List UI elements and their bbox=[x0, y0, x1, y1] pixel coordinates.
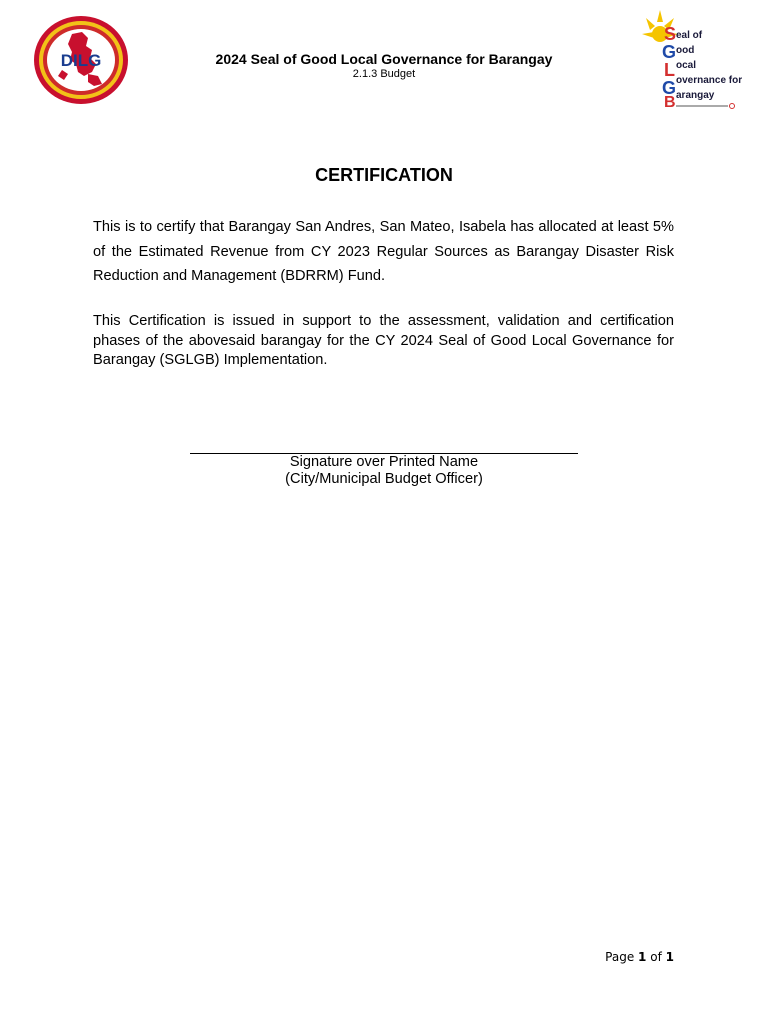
sglgb-initial-b: B bbox=[664, 94, 676, 111]
sglgb-line-3: ocal bbox=[676, 60, 697, 71]
sglgb-initial-g1: G bbox=[662, 42, 677, 62]
of-word: of bbox=[650, 950, 662, 964]
total-pages: 1 bbox=[665, 950, 674, 964]
certification-paragraph-1: This is to certify that Barangay San Andres, San Mateo, Isabela has allocated at least 5% of the Estimated Revenue from CY 2023 Regular Sources as Barangay Disaster Risk Reduction and Management (BDRRM) Fund. bbox=[93, 219, 674, 284]
header-title: 2024 Seal of Good Local Governance for Barangay bbox=[215, 51, 553, 67]
sglgb-line-4: overnance for bbox=[676, 75, 743, 86]
sglgb-logo bbox=[640, 8, 758, 112]
signature-role: (City/Municipal Budget Officer) bbox=[285, 471, 483, 487]
dilg-logo-text: DILG bbox=[60, 51, 102, 70]
page-number bbox=[605, 950, 674, 964]
sglgb-line-1: eal of bbox=[676, 30, 703, 41]
certification-paragraph-2: This Certification is issued in support to the assessment, validation and certification phases of the abovesaid barangay for the CY 2024 Seal of Good Local Governance for Barangay (SGLGB) Implementation. bbox=[93, 313, 674, 368]
sglgb-initial-g2: G bbox=[662, 78, 677, 98]
sglgb-line-2: ood bbox=[676, 45, 695, 56]
certification-title: CERTIFICATION bbox=[315, 165, 453, 185]
sglgb-initial-l: L bbox=[664, 60, 675, 80]
signature-label: Signature over Printed Name bbox=[289, 454, 479, 470]
current-page: 1 bbox=[638, 950, 647, 964]
header-subtitle: 2.1.3 Budget bbox=[352, 68, 416, 80]
sglgb-line-5: arangay bbox=[676, 90, 715, 101]
page-word: Page bbox=[605, 950, 635, 964]
sglgb-initial-s: S bbox=[664, 24, 677, 44]
